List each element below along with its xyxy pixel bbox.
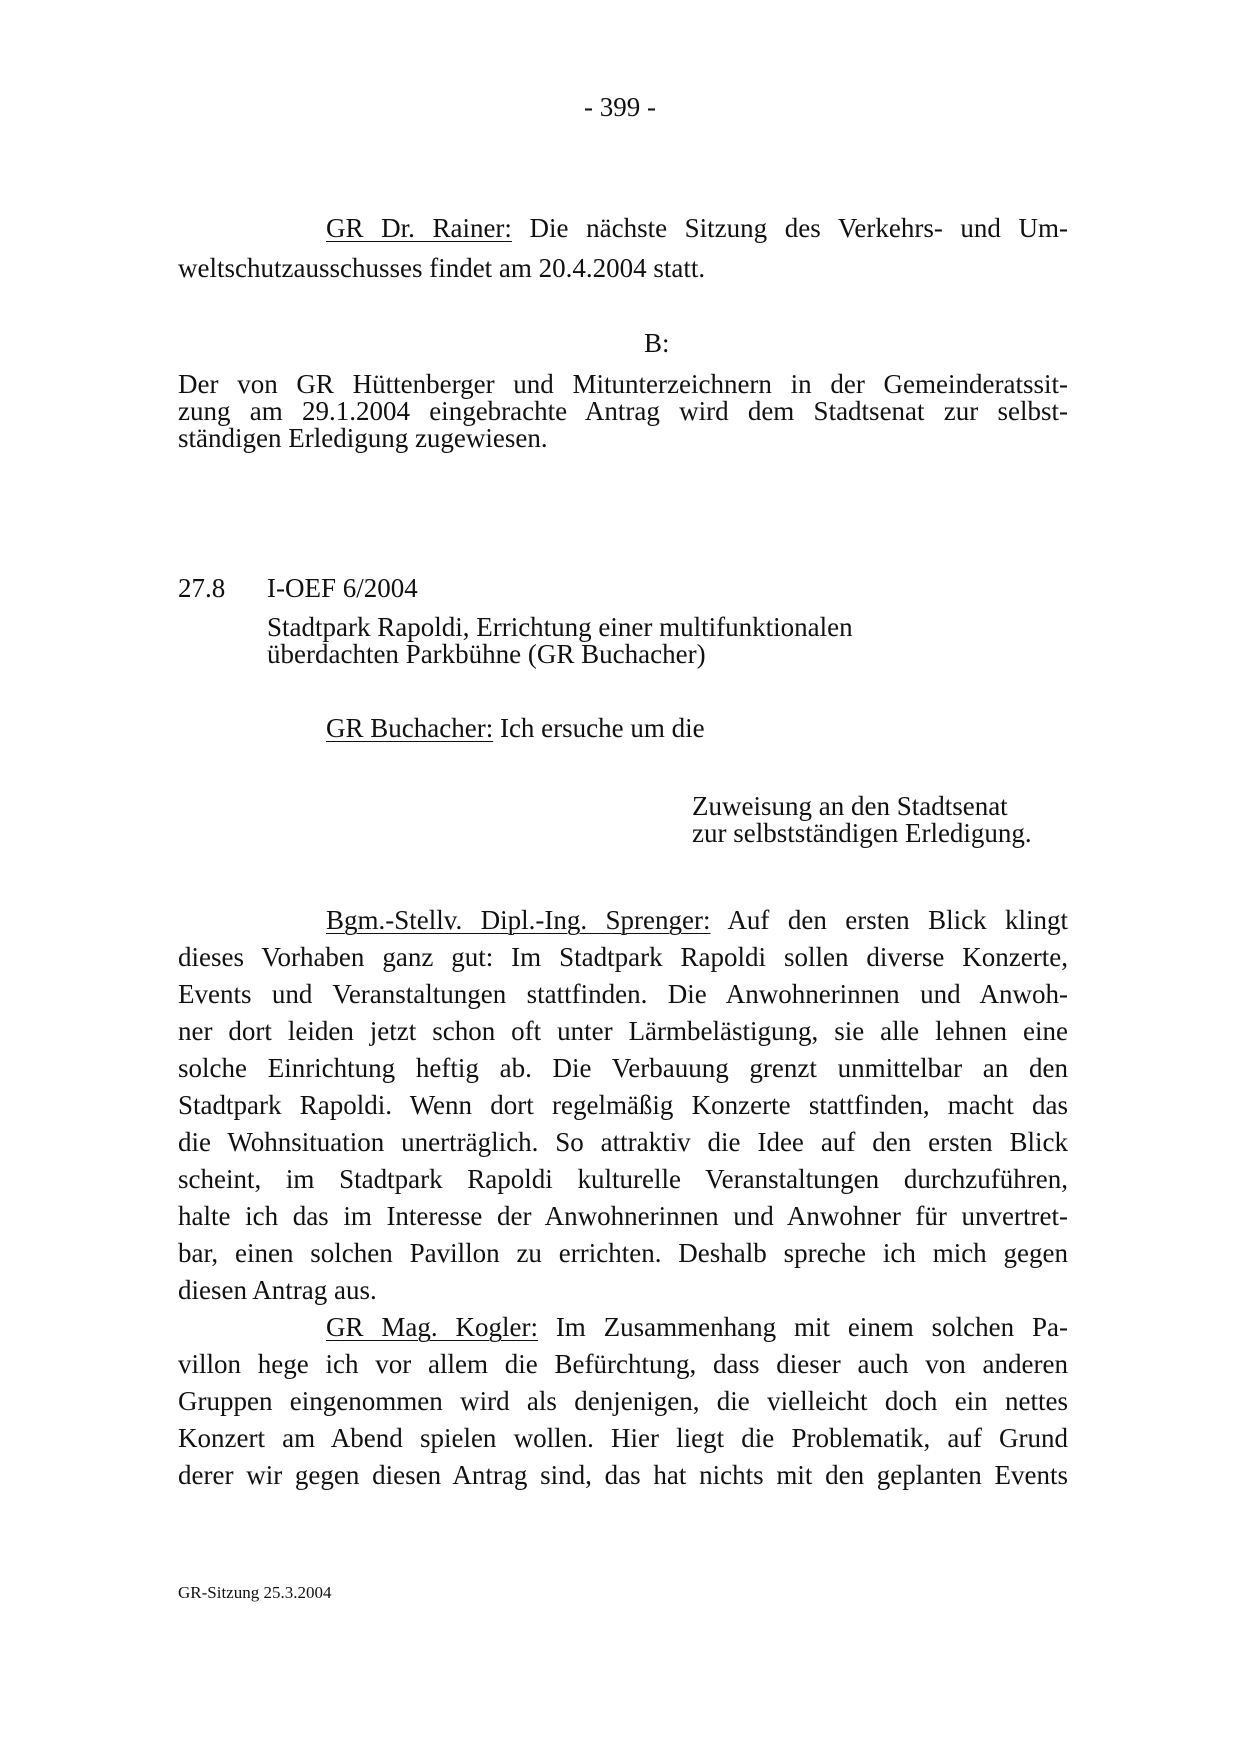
item-number: 27.8 — [178, 573, 226, 603]
sprenger-line-10: bar, einen solchen Pavillon zu errichten. Deshalb spreche ich mich gegen — [178, 1238, 1068, 1268]
speaker-sprenger: Bgm.-Stellv. Dipl.-Ing. Sprenger: — [326, 905, 711, 935]
sprenger-line-7: die Wohnsituation unerträglich. So attraktiv die Idee auf den ersten Blick — [178, 1127, 1068, 1157]
kogler-line-5: derer wir gegen diesen Antrag sind, das hat nichts mit den geplanten Events — [178, 1460, 1068, 1490]
item-title-line-1: Stadtpark Rapoldi, Errichtung einer multifunktionalen — [267, 612, 853, 642]
sprenger-line-9: halte ich das im Interesse der Anwohnerinnen und Anwohner für unvertret- — [178, 1201, 1068, 1231]
buchacher-request-line-2: zur selbstständigen Erledigung. — [692, 818, 1032, 848]
sprenger-line-6: Stadtpark Rapoldi. Wenn dort regelmäßig Konzerte stattfinden, macht das — [178, 1090, 1068, 1120]
speaker-rainer: GR Dr. Rainer: — [326, 213, 512, 243]
kogler-line-4: Konzert am Abend spielen wollen. Hier liegt die Problematik, auf Grund — [178, 1423, 1068, 1453]
sprenger-line-11: diesen Antrag aus. — [178, 1275, 377, 1305]
sprenger-line-1 — [326, 902, 1068, 939]
section-b-line-1: Der von GR Hüttenberger und Mitunterzeichnern in der Gemeinderatssit- — [178, 369, 1068, 399]
sprenger-line-2: dieses Vorhaben ganz gut: Im Stadtpark Rapoldi sollen diverse Konzerte, — [178, 942, 1068, 972]
kogler-line-3: Gruppen eingenommen wird als denjenigen, die vielleicht doch ein nettes — [178, 1386, 1068, 1416]
section-b-line-3: ständigen Erledigung zugewiesen. — [178, 423, 548, 453]
item-title-line-2: überdachten Parkbühne (GR Buchacher) — [267, 639, 706, 669]
sprenger-line-4: ner dort leiden jetzt schon oft unter Lärmbelästigung, sie alle lehnen eine — [178, 1016, 1068, 1046]
sprenger-line-3: Events und Veranstaltungen stattfinden. Die Anwohnerinnen und Anwoh- — [178, 979, 1068, 1009]
footer: GR-Sitzung 25.3.2004 — [178, 1583, 332, 1602]
sprenger-line-5: solche Einrichtung heftig ab. Die Verbauung grenzt unmittelbar an den — [178, 1053, 1068, 1083]
buchacher-request-line-1: Zuweisung an den Stadtsenat — [692, 791, 1008, 821]
section-b-line-2: zung am 29.1.2004 eingebrachte Antrag wird dem Stadtsenat zur selbst- — [178, 396, 1068, 426]
buchacher-text: Ich ersuche um die — [499, 713, 705, 743]
speaker-buchacher: GR Buchacher: — [326, 713, 494, 743]
rainer-text-1: Die nächste Sitzung des Verkehrs- und Um- — [529, 213, 1069, 243]
rainer-line-1 — [326, 210, 1068, 247]
sprenger-text-1: Auf den ersten Blick klingt — [727, 905, 1068, 935]
kogler-line-1 — [326, 1309, 1068, 1346]
item-code: I-OEF 6/2004 — [267, 573, 418, 603]
speaker-kogler: GR Mag. Kogler: — [326, 1312, 538, 1342]
rainer-line-2: weltschutzausschusses findet am 20.4.2004 statt. — [178, 253, 706, 283]
buchacher-line — [326, 710, 705, 747]
page-number: - 399 - — [584, 92, 656, 122]
sprenger-line-8: scheint, im Stadtpark Rapoldi kulturelle Veranstaltungen durchzuführen, — [178, 1164, 1068, 1194]
kogler-text-1: Im Zusammenhang mit einem solchen Pa- — [555, 1312, 1068, 1342]
kogler-line-2: villon hege ich vor allem die Befürchtung, dass dieser auch von anderen — [178, 1349, 1068, 1379]
section-b-label: B: — [644, 328, 670, 358]
